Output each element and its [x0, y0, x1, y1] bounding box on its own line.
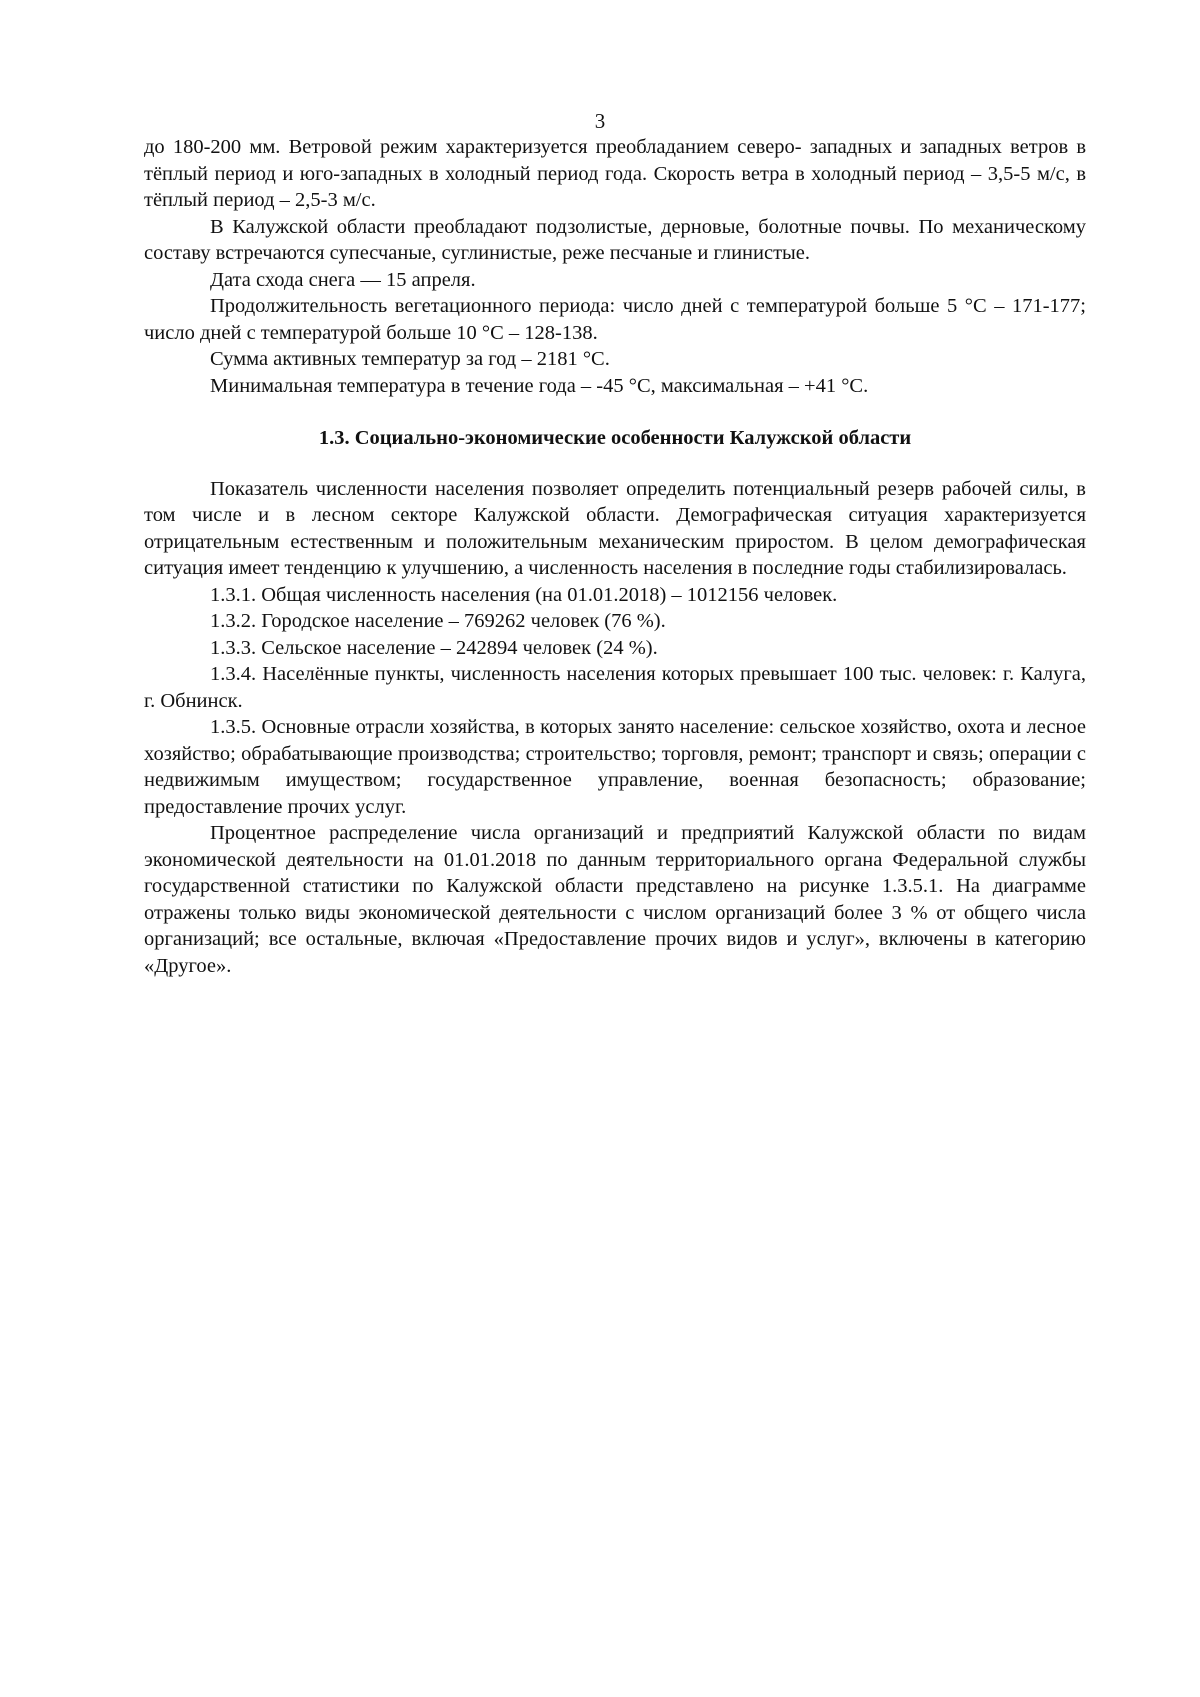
paragraph-snow-date: Дата схода снега — 15 апреля. [210, 268, 476, 291]
list-item-economic-sectors: 1.3.5. Основные отрасли хозяйства, в которых занято население: сельское хозяйство, охота и лесное хозяйство; обрабатывающие производства; строительство; торговля, ремонт; транспорт и связь; операции с недвижимым имуществом; государственное управление, военная безопасность; образование; предоставление прочих услуг. [144, 716, 1086, 818]
list-item-large-settlements: 1.3.4. Населённые пункты, численность населения которых превышает 100 тыс. человек: г. Калуга, г. Обнинск. [144, 663, 1086, 712]
paragraph-organizations-distribution: Процентное распределение числа организаций и предприятий Калужской области по видам экономической деятельности на 01.01.2018 по данным территориального органа Федеральной службы государственной статистики по Калужской области представлено на рисунке 1.3.5.1. На диаграмме отражены только виды экономической деятельности с числом организаций более 3 % от общего числа организаций; все остальные, включая «Предоставление прочих видов и услуг», включены в категорию «Другое». [144, 822, 1086, 977]
list-item-urban-population: 1.3.2. Городское население – 769262 человек (76 %). [210, 610, 666, 632]
paragraph-min-max-temperature: Минимальная температура в течение года – -45 °С, максимальная – +41 °С. [210, 374, 869, 397]
paragraph-active-temperatures: Сумма активных температур за год – 2181 °С. [210, 348, 610, 370]
paragraph-vegetation-period: Продолжительность вегетационного периода: число дней с температурой больше 5 °С – 171-177; число дней с температурой больше 10 °С – 128-138. [144, 295, 1086, 344]
paragraph-soils: В Калужской области преобладают подзолистые, дерновые, болотные почвы. По механическому составу встречаются супесчаные, суглинистые, реже песчаные и глинистые. [144, 215, 1086, 264]
section-heading: 1.3. Социально-экономические особенности Калужской области [318, 427, 912, 449]
paragraph-population-intro: Показатель численности населения позволяет определить потенциальный резерв рабочей силы, в том числе и в лесном секторе Калужской области. Демографическая ситуация характеризуется отрицательным естественным и положительным механическим приростом. В целом демографическая ситуация имеет тенденцию к улучшению, а численность населения в последние годы стабилизировалась. [144, 477, 1086, 579]
document-body [144, 134, 1086, 979]
list-item-rural-population: 1.3.3. Сельское население – 242894 человек (24 %). [210, 636, 658, 659]
paragraph-wind: до 180-200 мм. Ветровой режим характеризуется преобладанием северо- западных и западных ветров в тёплый период и юго-западных в холодный период года. Скорость ветра в холодный период – 3,5-5 м/с, в тёплый период – 2,5-3 м/с. [144, 136, 1086, 211]
page-number: 3 [594, 109, 606, 133]
list-item-total-population: 1.3.1. Общая численность населения (на 01.01.2018) – 1012156 человек. [210, 583, 838, 606]
